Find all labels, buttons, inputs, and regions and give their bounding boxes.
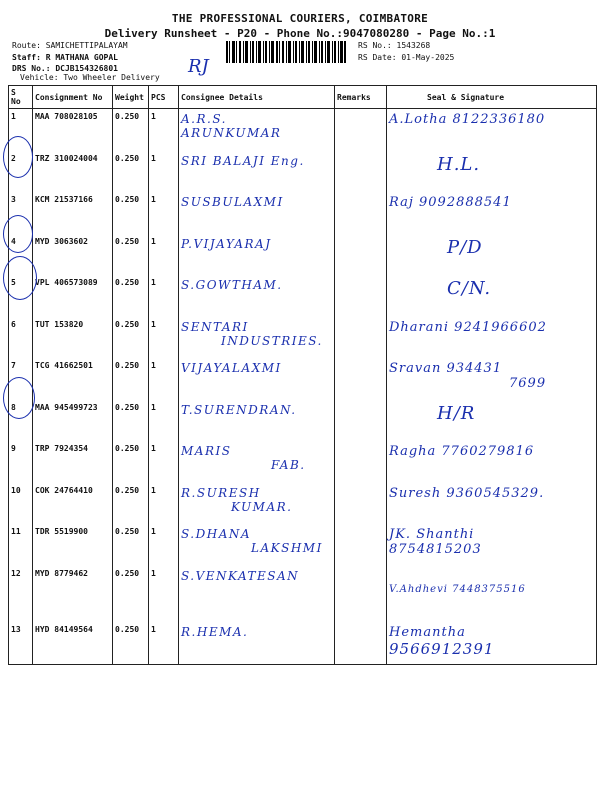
consignee-line-1: SENTARI: [181, 319, 249, 334]
row-consignee: [179, 358, 335, 400]
row-remarks: [335, 317, 387, 359]
row-weight: 0.250: [113, 622, 149, 664]
row-signature: [387, 524, 597, 566]
row-consignment-no: TUT 153820: [33, 317, 113, 359]
row-consignment-no: TDR 5519900: [33, 524, 113, 566]
table-row: [9, 234, 597, 276]
row-sno: 13: [9, 622, 33, 664]
row-pcs: 1: [149, 234, 179, 276]
row-signature: [387, 566, 597, 623]
consignee-line-2: FAB.: [271, 458, 306, 472]
row-sno: 1: [9, 109, 33, 151]
consignee-line-1: SUSBULAXMI: [181, 195, 284, 209]
consignee-line-1: S.GOWTHAM.: [181, 278, 283, 292]
row-consignment-no: TRP 7924354: [33, 441, 113, 483]
row-consignment-no: MAA 708028105: [33, 109, 113, 151]
consignee-line-1: P.VIJAYARAJ: [181, 236, 272, 251]
row-sno: 10: [9, 483, 33, 525]
row-consignment-no: MYD 3063602: [33, 234, 113, 276]
consignee-line-2: INDUSTRIES.: [221, 333, 323, 348]
row-sno: 3: [9, 192, 33, 234]
consignee-line-2: KUMAR.: [231, 499, 293, 514]
table-row: [9, 151, 597, 193]
signature-line-1: Hemantha: [389, 625, 466, 640]
row-pcs: 1: [149, 192, 179, 234]
pen-circle-row-4: [3, 215, 33, 253]
drs-label: DRS No.: DCJB154326801: [12, 64, 118, 73]
row-consignee: [179, 524, 335, 566]
table-header-row: [9, 86, 597, 109]
row-remarks: [335, 275, 387, 317]
row-consignee: [179, 109, 335, 151]
row-consignee: [179, 234, 335, 276]
row-weight: 0.250: [113, 317, 149, 359]
signature-line-1: P/D: [447, 236, 483, 258]
route-label: Route: SAMICHETTIPALAYAM: [12, 41, 128, 50]
staff-label: Staff: R MATHANA GOPAL: [12, 53, 118, 62]
row-consignment-no: KCM 21537166: [33, 192, 113, 234]
pen-circle-row-2: [3, 136, 33, 178]
barcode-image: [226, 41, 346, 63]
row-pcs: 1: [149, 358, 179, 400]
row-weight: 0.250: [113, 566, 149, 623]
row-consignee: [179, 317, 335, 359]
signature-line-1: A.Lotha 8122336180: [389, 112, 546, 127]
table-row: [9, 622, 597, 664]
row-consignee: [179, 483, 335, 525]
consignee-line-2: LAKSHMI: [251, 541, 323, 555]
pen-circle-row-5: [3, 256, 37, 300]
row-sno: 6: [9, 317, 33, 359]
row-pcs: 1: [149, 151, 179, 193]
consignee-line-1: S.VENKATESAN: [181, 568, 300, 583]
signature-line-1: H/R: [437, 402, 476, 424]
col-sno-header: S No: [9, 86, 33, 109]
row-weight: 0.250: [113, 192, 149, 234]
row-weight: 0.250: [113, 358, 149, 400]
consignee-line-1: R.SURESH: [181, 485, 261, 500]
consignee-line-2: ARUNKUMAR: [181, 126, 282, 140]
row-pcs: 1: [149, 524, 179, 566]
consignee-line-1: R.HEMA.: [181, 625, 249, 639]
delivery-table: [8, 85, 597, 665]
row-signature: [387, 400, 597, 442]
row-signature: [387, 483, 597, 525]
signature-line-1: Sravan 934431: [389, 361, 503, 376]
consignee-line-1: T.SURENDRAN.: [181, 402, 297, 417]
row-consignee: [179, 192, 335, 234]
row-consignee: [179, 622, 335, 664]
row-signature: [387, 234, 597, 276]
row-sno: 4: [9, 234, 33, 276]
consignee-line-1: MARIS: [181, 444, 232, 458]
rs-date-label: RS Date: 01-May-2025: [358, 53, 455, 62]
row-weight: 0.250: [113, 441, 149, 483]
table-row: [9, 275, 597, 317]
row-remarks: [335, 400, 387, 442]
table-row: [9, 109, 597, 151]
row-consignee: [179, 275, 335, 317]
row-consignment-no: MAA 945499723: [33, 400, 113, 442]
row-remarks: [335, 358, 387, 400]
table-row: [9, 483, 597, 525]
consignee-line-1: SRI BALAJI Eng.: [181, 153, 305, 168]
row-sno: 2: [9, 151, 33, 193]
col-pcs-header: PCS: [149, 86, 179, 109]
row-signature: [387, 192, 597, 234]
row-consignee: [179, 400, 335, 442]
col-consignee-header: Consignee Details: [179, 86, 335, 109]
row-remarks: [335, 109, 387, 151]
row-consignment-no: TCG 41662501: [33, 358, 113, 400]
row-signature: [387, 275, 597, 317]
row-pcs: 1: [149, 622, 179, 664]
row-signature: [387, 151, 597, 193]
table-row: [9, 441, 597, 483]
signature-line-1: JK. Shanthi: [389, 527, 475, 542]
row-pcs: 1: [149, 400, 179, 442]
table-row: [9, 566, 597, 623]
col-weight-header: Weight: [113, 86, 149, 109]
rs-no-label: RS No.: 1543268: [358, 41, 431, 50]
row-consignment-no: TRZ 310024004: [33, 151, 113, 193]
row-weight: 0.250: [113, 524, 149, 566]
table-row: [9, 524, 597, 566]
pen-circle-row-8: [3, 377, 35, 419]
col-consignment-header: Consignment No: [33, 86, 113, 109]
row-remarks: [335, 622, 387, 664]
row-signature: [387, 358, 597, 400]
consignee-line-1: S.DHANA: [181, 527, 252, 541]
row-weight: 0.250: [113, 109, 149, 151]
row-consignment-no: MYD 8779462: [33, 566, 113, 623]
runsheet-subtitle: Delivery Runsheet - P20 - Phone No.:9047080280 - Page No.:1: [104, 27, 496, 40]
signature-line-1: Dharani 9241966602: [389, 319, 547, 335]
signature-line-1: Suresh 9360545329.: [389, 485, 545, 501]
row-remarks: [335, 566, 387, 623]
signature-line-2: 7699: [509, 376, 547, 391]
consignee-line-1: A.R.S.: [181, 112, 227, 126]
row-consignment-no: VPL 406573089: [33, 275, 113, 317]
signature-line-1: Ragha 7760279816: [389, 444, 535, 459]
signature-line-1: C/N.: [447, 278, 492, 299]
row-weight: 0.250: [113, 275, 149, 317]
row-consignee: [179, 151, 335, 193]
row-weight: 0.250: [113, 151, 149, 193]
row-sno: 9: [9, 441, 33, 483]
row-weight: 0.250: [113, 234, 149, 276]
company-title: THE PROFESSIONAL COURIERS, COIMBATORE: [171, 12, 429, 25]
row-consignee: [179, 566, 335, 623]
row-signature: [387, 317, 597, 359]
table-row: [9, 400, 597, 442]
signature-line-1: Raj 9092888541: [389, 195, 512, 210]
vehicle-label: Vehicle: Two Wheeler Delivery: [20, 73, 160, 82]
row-pcs: 1: [149, 275, 179, 317]
row-remarks: [335, 234, 387, 276]
col-signature-header: Seal & Signature: [387, 86, 597, 109]
row-weight: 0.250: [113, 400, 149, 442]
row-consignment-no: HYD 84149564: [33, 622, 113, 664]
row-pcs: 1: [149, 483, 179, 525]
row-sno: 8: [9, 400, 33, 442]
row-signature: [387, 622, 597, 664]
row-sno: 11: [9, 524, 33, 566]
table-row: [9, 358, 597, 400]
row-remarks: [335, 524, 387, 566]
signature-line-1: H.L.: [437, 153, 481, 175]
row-weight: 0.250: [113, 483, 149, 525]
row-pcs: 1: [149, 566, 179, 623]
staff-initials-signature: RJ: [188, 56, 209, 77]
row-consignee: [179, 441, 335, 483]
row-pcs: 1: [149, 109, 179, 151]
table-row: [9, 192, 597, 234]
consignee-line-1: VIJAYALAXMI: [181, 361, 282, 375]
row-consignment-no: COK 24764410: [33, 483, 113, 525]
col-remarks-header: Remarks: [335, 86, 387, 109]
row-pcs: 1: [149, 441, 179, 483]
table-row: [9, 317, 597, 359]
signature-line-2: 8754815203: [389, 542, 482, 557]
row-remarks: [335, 151, 387, 193]
signature-line-2: 9566912391: [389, 640, 495, 658]
row-sno: 12: [9, 566, 33, 623]
row-remarks: [335, 483, 387, 525]
row-signature: [387, 109, 597, 151]
signature-line-1: V.Ahdhevi 7448375516: [389, 583, 526, 595]
row-sno: 5: [9, 275, 33, 317]
row-sno: 7: [9, 358, 33, 400]
row-remarks: [335, 441, 387, 483]
row-remarks: [335, 192, 387, 234]
row-pcs: 1: [149, 317, 179, 359]
row-signature: [387, 441, 597, 483]
